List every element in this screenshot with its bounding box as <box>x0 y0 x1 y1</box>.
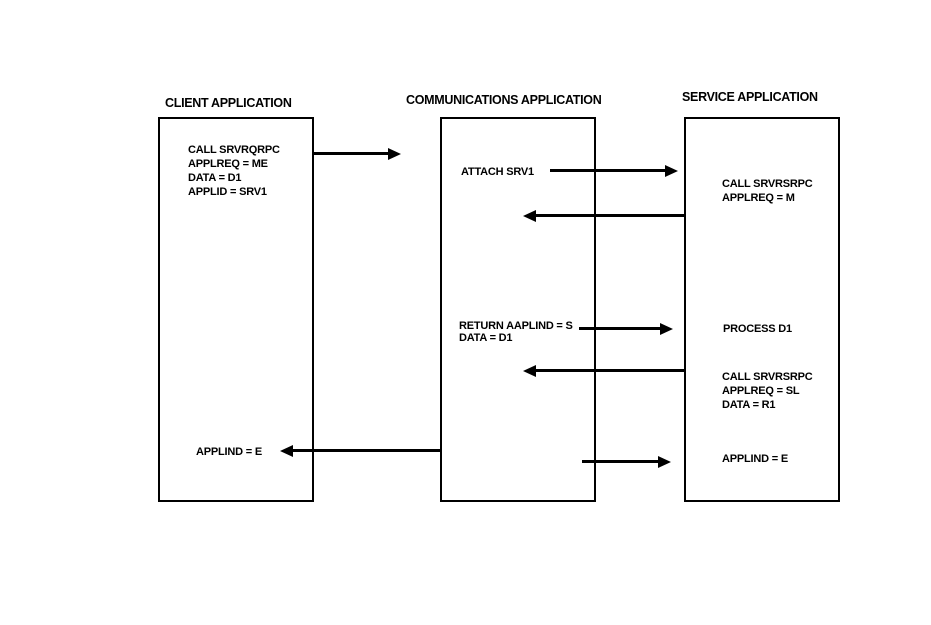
service-second-call-text <box>722 370 813 412</box>
service-applind-result-text: APPLIND = E <box>722 453 788 465</box>
text-line: DATA = R1 <box>722 399 776 411</box>
text-line: CALL SRVRSRPC <box>722 178 813 190</box>
text-line: DATA = D1 <box>459 332 513 344</box>
arrow-comms-final-to-service <box>582 460 658 463</box>
comms-return-call-text <box>459 320 573 344</box>
communications-application-title: COMMUNICATIONS APPLICATION <box>406 93 602 107</box>
arrow-client-request-to-comms <box>313 152 388 155</box>
arrow-service-reply-to-comms-1 <box>536 214 685 217</box>
arrow-service-reply-to-comms-2 <box>536 369 685 372</box>
text-line: APPLREQ = ME <box>188 158 268 170</box>
service-first-call-text <box>722 177 813 205</box>
text-line: CALL SRVRQRPC <box>188 144 280 156</box>
arrow-comms-result-to-client <box>293 449 440 452</box>
service-process-text: PROCESS D1 <box>723 323 792 335</box>
text-line: APPLREQ = SL <box>722 385 800 397</box>
service-application-box <box>684 117 840 502</box>
arrow-attach-comms-to-service <box>550 169 665 172</box>
text-line: APPLID = SRV1 <box>188 186 267 198</box>
text-line: DATA = D1 <box>188 172 242 184</box>
text-line: APPLREQ = M <box>722 192 795 204</box>
arrow-return-comms-to-service <box>579 327 660 330</box>
comms-attach-text: ATTACH SRV1 <box>461 166 534 178</box>
client-applind-result-text: APPLIND = E <box>196 446 262 458</box>
service-application-title: SERVICE APPLICATION <box>682 90 818 104</box>
text-line: CALL SRVRSRPC <box>722 371 813 383</box>
client-request-call-text <box>188 143 280 199</box>
text-line: RETURN AAPLIND = S <box>459 320 573 332</box>
client-application-title: CLIENT APPLICATION <box>165 96 292 110</box>
